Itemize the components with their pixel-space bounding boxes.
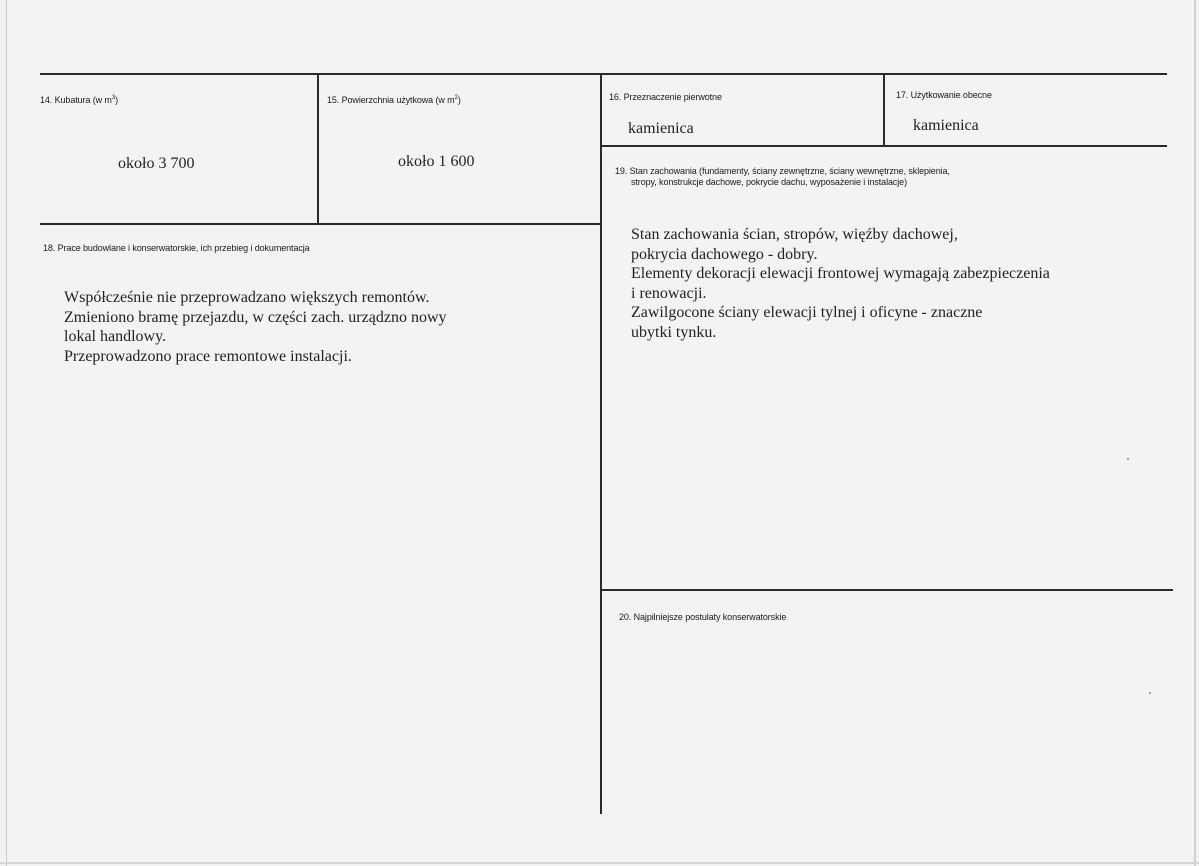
field-19-line: Zawilgocone ściany elewacji tylnej i oficyne - znaczne	[631, 304, 983, 321]
page-edge	[1194, 0, 1196, 866]
field-19-line: pokrycia dachowego - dobry.	[631, 245, 818, 263]
page-edge	[6, 0, 7, 866]
field-18-line: lokal handlowy.	[64, 328, 167, 345]
field-19-label-line: stropy, konstrukcje dachowe, pokrycie dachu, wyposażenie i instalacje)	[631, 177, 907, 187]
field-19-label-line: 19. Stan zachowania (fundamenty, ściany zewnętrzne, ściany wewnętrzne, sklepienia,	[615, 166, 950, 176]
field-19-label	[615, 166, 950, 188]
field-16-value: kamienica	[628, 120, 694, 137]
divider-14-15	[317, 74, 319, 224]
field-18-line: Współcześnie nie przeprowadzano większych remontów.	[64, 289, 430, 306]
field-14-value: około 3 700	[118, 155, 195, 172]
rule-above-20	[602, 589, 1173, 591]
rule-under-14-15	[40, 223, 602, 225]
field-15-value: około 1 600	[398, 153, 475, 170]
field-15-label: 15. Powierzchnia użytkowa (w $m^2$)	[327, 95, 461, 105]
field-18-line: Przeprowadzono prace remontowe instalacji.	[64, 347, 352, 365]
field-14-label: 14. Kubatura (w $m^3$)	[40, 95, 118, 105]
field-19-line: Elementy dekoracji elewacji frontowej wymagają zabezpieczenia	[631, 265, 1050, 282]
field-19-line: ubytki tynku.	[631, 323, 717, 341]
divider-center	[600, 74, 602, 814]
rule-under-16-17	[600, 145, 1167, 147]
field-18-text	[64, 288, 447, 366]
divider-16-17	[883, 74, 885, 146]
field-18-line: Zmieniono bramę przejazdu, w części zach. urządzno nowy	[64, 308, 447, 326]
page-edge	[0, 862, 1199, 864]
field-17-label: 17. Użytkowanie obecne	[896, 90, 992, 100]
field-20-label: 20. Najpilniejsze postulaty konserwatorskie	[619, 612, 787, 622]
field-16-label: 16. Przeznaczenie pierwotne	[609, 92, 722, 102]
field-17-value: kamienica	[913, 117, 979, 134]
field-19-line: Stan zachowania ścian, stropów, więźby dachowej,	[631, 226, 958, 243]
field-18-label: 18. Prace budowlane i konserwatorskie, ich przebieg i dokumentacja	[43, 243, 310, 253]
top-rule	[40, 73, 1167, 75]
field-19-text	[631, 225, 1050, 342]
scan-speck	[1149, 692, 1151, 694]
scan-speck	[1127, 458, 1129, 460]
field-19-line: i renowacji.	[631, 284, 707, 302]
